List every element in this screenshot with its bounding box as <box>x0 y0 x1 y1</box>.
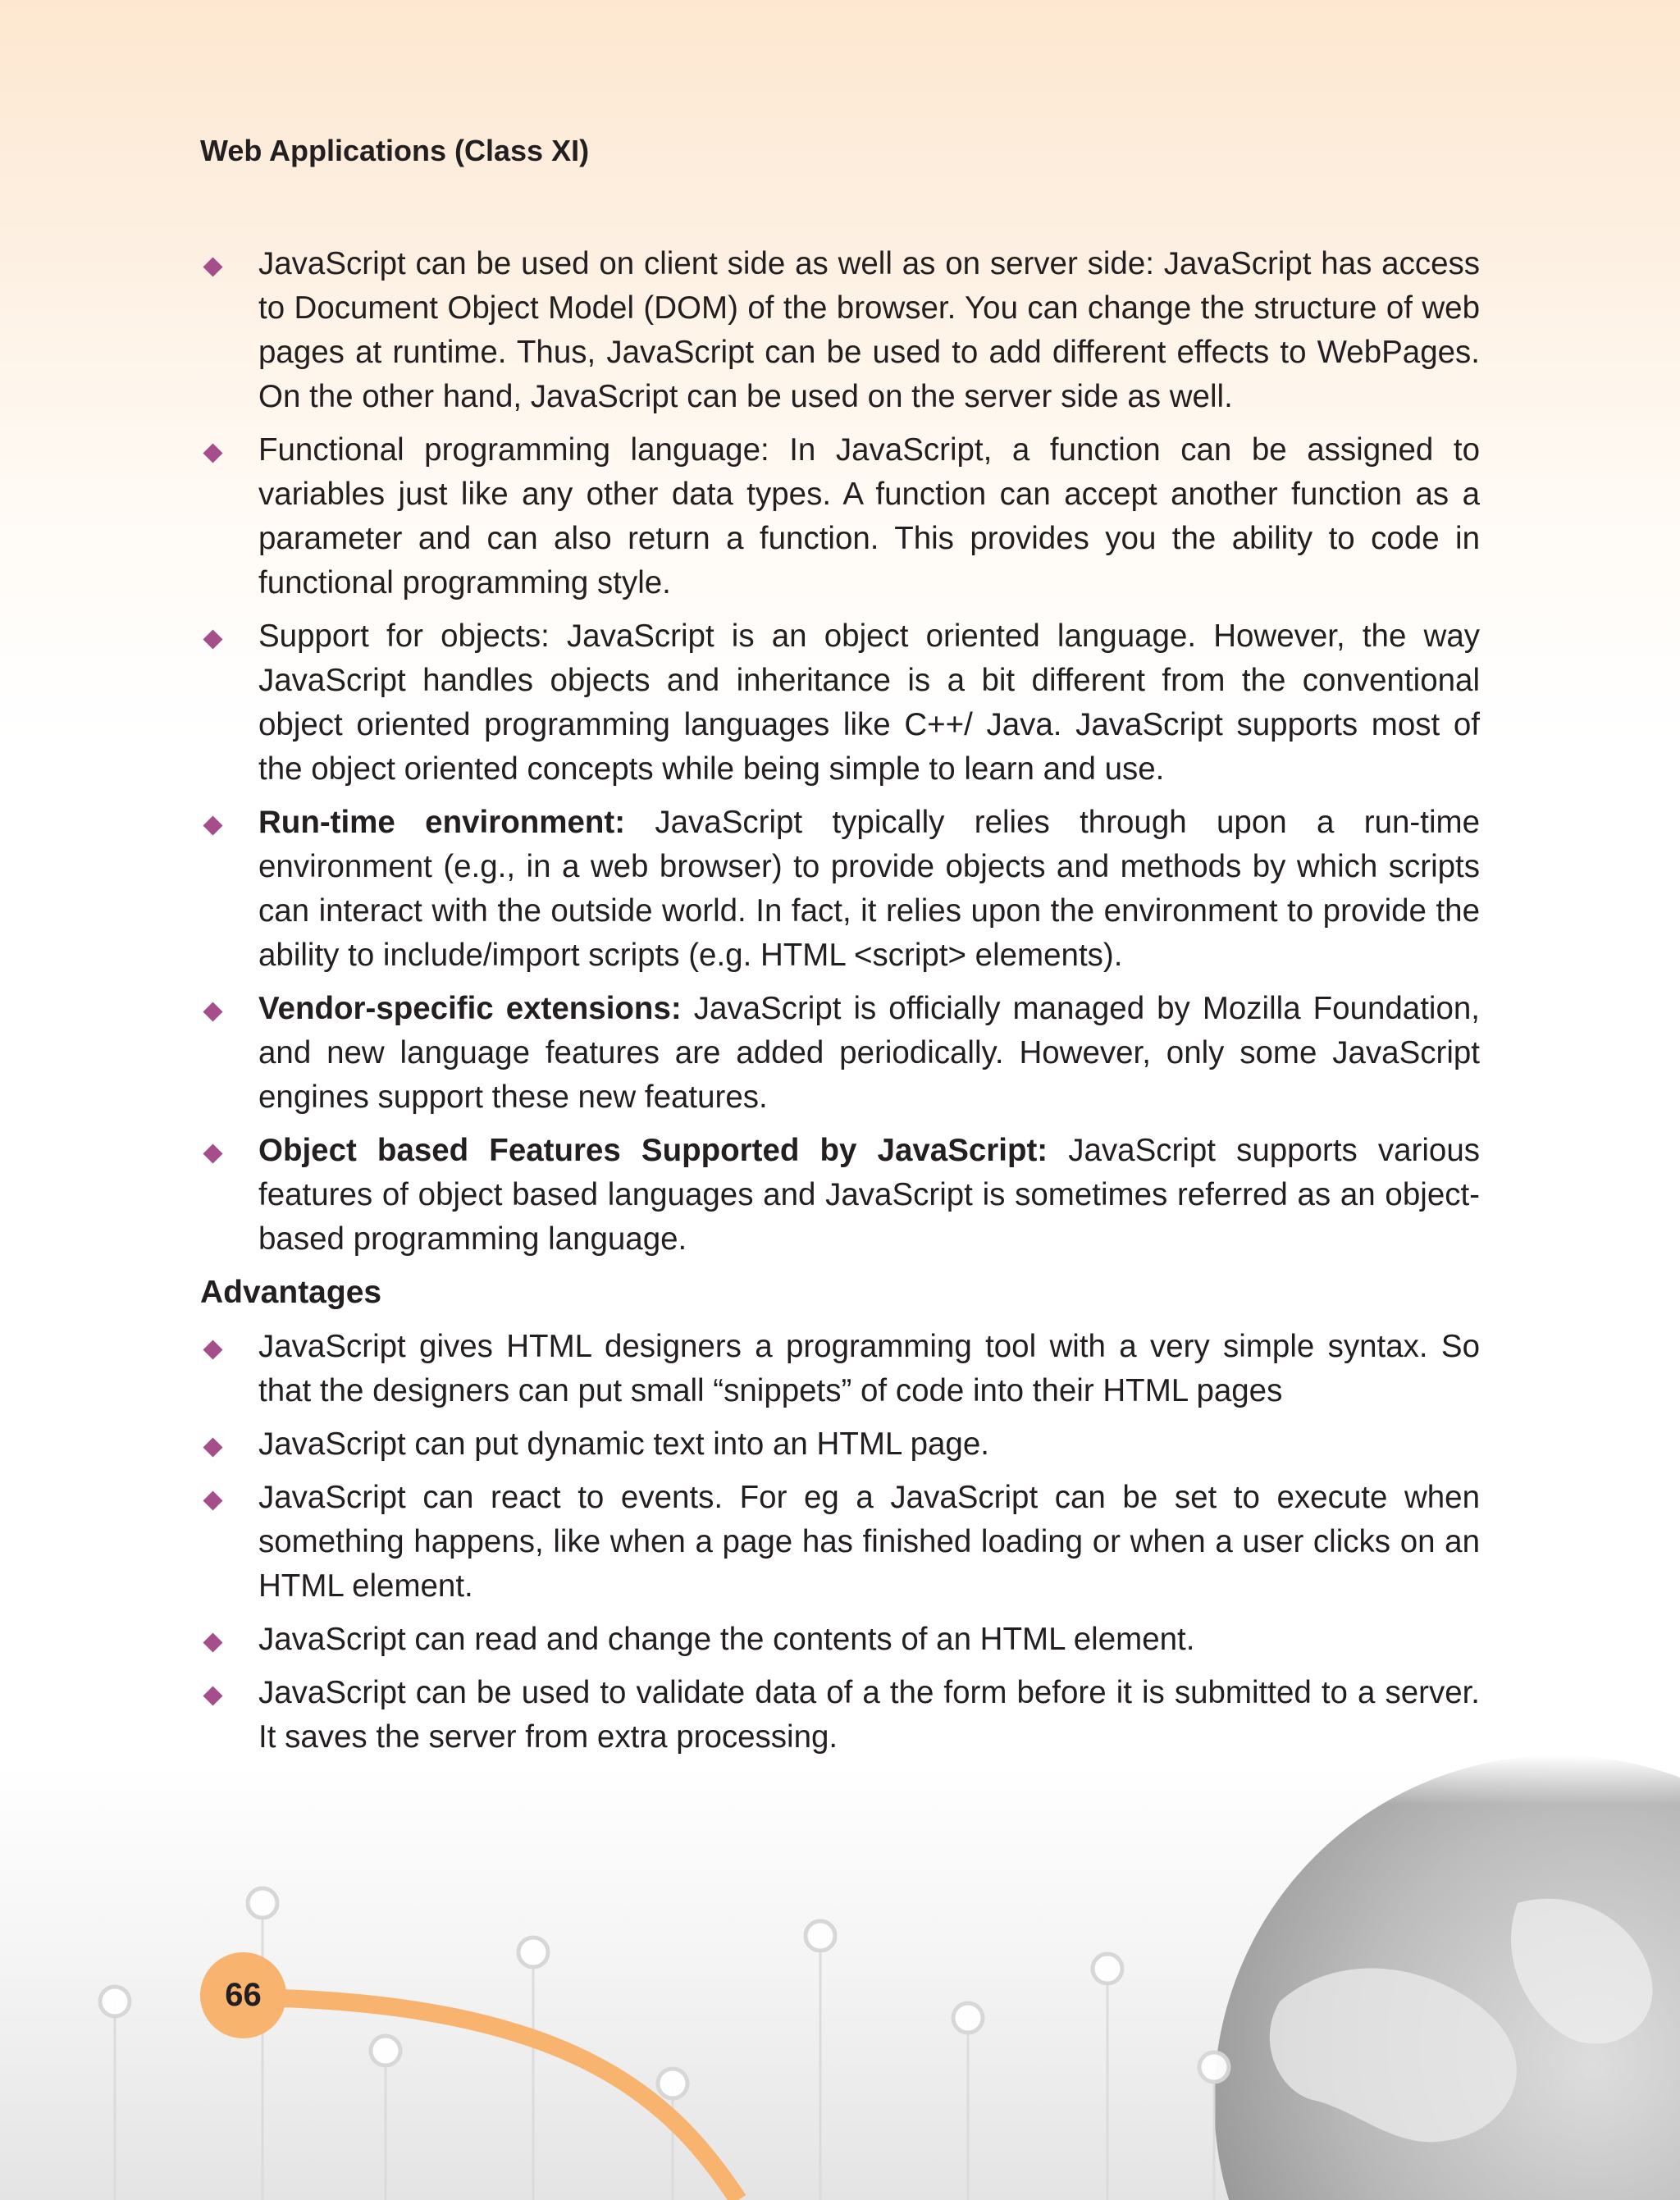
page-content <box>200 242 1480 1769</box>
diamond-bullet-icon <box>200 801 225 845</box>
list-item-text: JavaScript typically relies through upon a run-time environment (e.g., in a web browser) to provide objects and methods by which scripts can interact with the outside world. In fact, it relies upon the environment to provide the ability to include/import scripts (e.g. HTML <script> elements). <box>258 805 1480 973</box>
running-header: Web Applications (Class XI) <box>200 134 590 167</box>
page-number-badge: 66 <box>200 1952 286 2038</box>
list-item-text: JavaScript can be used to validate data of a the form before it is submitted to a server. It saves the server from extra processing. <box>258 1675 1480 1755</box>
list-item <box>200 1618 1480 1662</box>
list-item-lead: Object based Features Supported by JavaScript: <box>258 1133 1048 1168</box>
diamond-bullet-icon <box>200 614 225 659</box>
diamond-bullet-icon <box>200 242 225 286</box>
diamond-bullet-icon <box>200 1476 225 1520</box>
list-item-text: Support for objects: JavaScript is an object oriented language. However, the way JavaScript handles objects and inheritance is a bit different from the conventional object oriented programming languages like C++/ Java. JavaScript supports most of the object oriented concepts while being simple to learn and use. <box>258 618 1480 787</box>
list-item-lead: Vendor-specific extensions: <box>258 991 682 1026</box>
list-item <box>200 801 1480 978</box>
diamond-bullet-icon <box>200 428 225 472</box>
list-item <box>200 242 1480 419</box>
list-item-lead: Run-time environment: <box>258 805 626 840</box>
list-item-text: Functional programming language: In JavaScript, a function can be assigned to variables just like any other data types. A function can accept another function as a parameter and can also return a function. This provides you the ability to code in functional programming style. <box>258 432 1480 600</box>
diamond-bullet-icon <box>200 1325 225 1369</box>
list-item-text: JavaScript can put dynamic text into an HTML page. <box>258 1426 989 1462</box>
diamond-bullet-icon <box>200 1129 225 1173</box>
list-item-text: JavaScript can be used on client side as well as on server side: JavaScript has access to Document Object Model (DOM) of the browser. You can change the structure of web pages at runtime. Thus, JavaScript can be used to add different effects to WebPages. On the other hand, JavaScript can be used on the server side as well. <box>258 246 1480 414</box>
list-item-text: JavaScript can react to events. For eg a JavaScript can be set to execute when something happens, like when a page has finished loading or when a user clicks on an HTML element. <box>258 1480 1480 1604</box>
list-item-text: JavaScript gives HTML designers a programming tool with a very simple syntax. So that the designers can put small “snippets” of code into their HTML pages <box>258 1329 1480 1408</box>
advantages-list <box>200 1325 1480 1760</box>
list-item <box>200 1325 1480 1413</box>
advantages-heading: Advantages <box>200 1275 382 1310</box>
list-item-text: JavaScript is officially managed by Mozilla Foundation, and new language features are added periodically. However, only some JavaScript engines support these new features. <box>258 991 1480 1115</box>
list-item <box>200 1422 1480 1467</box>
list-item <box>200 987 1480 1120</box>
diamond-bullet-icon <box>200 1422 225 1467</box>
list-item <box>200 1671 1480 1760</box>
list-item <box>200 614 1480 792</box>
list-item <box>200 1476 1480 1609</box>
diamond-bullet-icon <box>200 1618 225 1662</box>
list-item-text: JavaScript can read and change the contents of an HTML element. <box>258 1622 1195 1657</box>
diamond-bullet-icon <box>200 987 225 1031</box>
list-item-text: JavaScript supports various features of object based languages and JavaScript is sometimes referred as an object-based programming language. <box>258 1133 1481 1257</box>
list-item <box>200 428 1480 605</box>
features-list <box>200 242 1480 1262</box>
diamond-bullet-icon <box>200 1671 225 1715</box>
list-item <box>200 1129 1480 1262</box>
